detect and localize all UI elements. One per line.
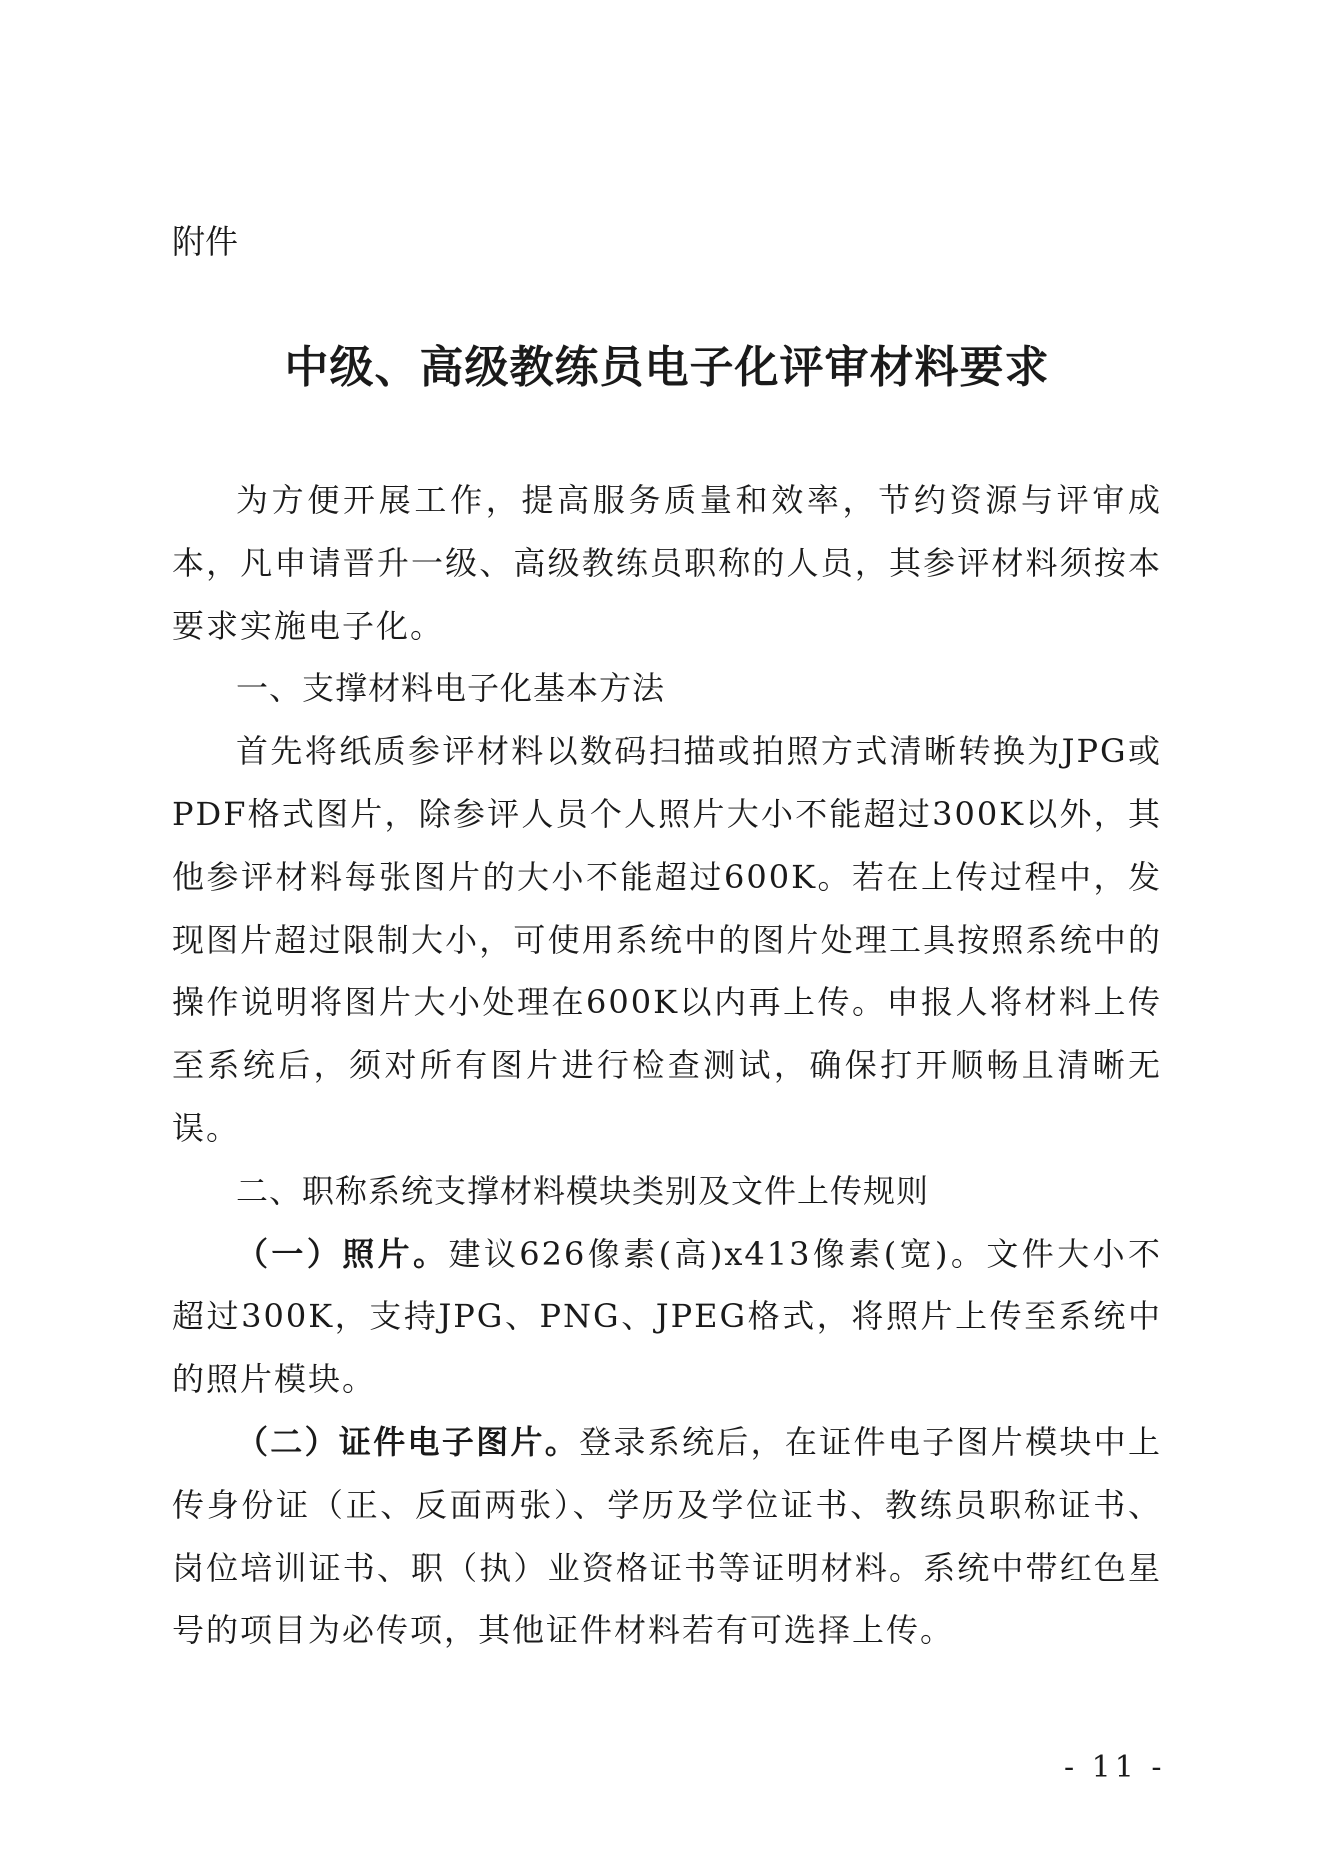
item-2-text: 登录系统后，在证件电子图片模块中上传身份证（正、反面两张）、学历及学位证书、教练员职称证书、岗位培训证书、职（执）业资格证书等证明材料。系统中带红色星号的项目为必传项，其他证件材料若有可选择上传。 [172,1422,1162,1650]
section-2-item-1 [172,1223,1162,1411]
section-1-heading: 一、支撑材料电子化基本方法 [236,669,666,708]
section-2-heading: 二、职称系统支撑材料模块类别及文件上传规则 [236,1171,930,1210]
document-title: 中级、高级教练员电子化评审材料要求 [284,342,1050,393]
item-1-lead: （一）照片。 [236,1234,449,1273]
item-1-text: 建议626像素(高)x413像素(宽)。文件大小不超过300K，支持JPG、PNG、JPEG格式，将照片上传至系统中的照片模块。 [172,1234,1162,1399]
page-number: - 11 - [1064,1750,1166,1785]
intro-paragraph: 为方便开展工作，提高服务质量和效率，节约资源与评审成本，凡申请晋升一级、高级教练员职称的人员，其参评材料须按本要求实施电子化。 [172,481,1162,645]
attachment-label: 附件 [172,222,238,261]
item-2-lead: （二）证件电子图片。 [236,1422,580,1461]
document-body [172,469,1162,1662]
section-2-item-2 [172,1411,1162,1662]
section-1-paragraph: 首先将纸质参评材料以数码扫描或拍照方式清晰转换为JPG或PDF格式图片，除参评人员个人照片大小不能超过300K以外，其他参评材料每张图片的大小不能超过600K。若在上传过程中，发现图片超过限制大小，可使用系统中的图片处理工具按照系统中的操作说明将图片大小处理在600K以内再上传。申报人将材料上传至系统后，须对所有图片进行检查测试，确保打开顺畅且清晰无误。 [172,732,1162,1147]
